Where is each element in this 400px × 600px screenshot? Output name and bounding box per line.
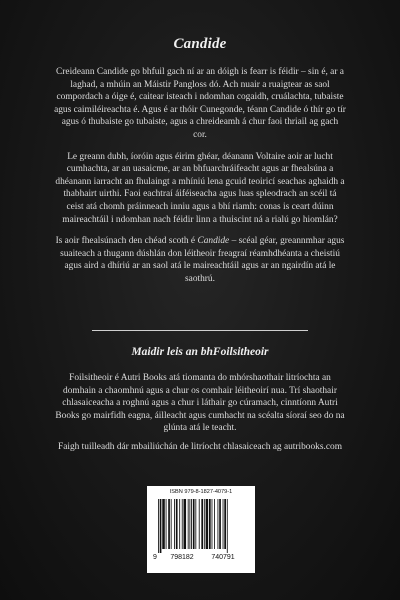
- publisher-heading: Maidir leis an bhFoilsitheoir: [131, 346, 269, 358]
- section-divider: [92, 330, 308, 331]
- barcode-bar: [209, 499, 211, 549]
- blurb-paragraph-3-end: – scéal géar, greannmhar agus suaiteach a thugann dúshlán don léitheoir freagraí réamhdhéanta a cheistiú agus aird a dhíriú ar an saol atá le maireachtáil agus ar an ngairdín atá le saothrú.: [60, 236, 345, 284]
- barcode-bar: [204, 499, 205, 549]
- barcode-bar: [188, 499, 189, 549]
- book-blurb: [54, 66, 346, 286]
- barcode-bar: [182, 499, 183, 549]
- barcode-digits-left: 798182: [170, 554, 194, 561]
- barcode-bar: [195, 499, 196, 549]
- barcode-bar: [174, 499, 175, 549]
- barcode-digits-right: 740791: [211, 554, 235, 561]
- blurb-paragraph-3-start: Is aoir fhealsúnach den chéad scoth é: [55, 236, 198, 247]
- barcode-bar: [171, 499, 172, 549]
- barcode-bar: [176, 499, 178, 549]
- barcode-bar: [218, 499, 219, 549]
- barcode-bar: [189, 499, 190, 549]
- barcode-bar: [193, 499, 195, 549]
- barcode-bar: [201, 499, 203, 549]
- barcode-bar: [166, 499, 167, 549]
- blurb-title-italic: Candide: [197, 236, 230, 247]
- isbn-barcode: [147, 486, 255, 573]
- publisher-paragraph-2: Faigh tuilleadh dár mbailiúchán de litríocht chlasaiceach ag autribooks.com: [57, 441, 343, 452]
- blurb-paragraph-3: [54, 235, 346, 285]
- barcode-bar: [184, 499, 187, 549]
- barcode-bars: [158, 499, 228, 553]
- barcode-bar: [158, 499, 159, 553]
- barcode-bar: [219, 499, 221, 549]
- barcode-bar: [212, 499, 213, 549]
- book-title: Candide: [173, 36, 227, 52]
- barcode-bar: [191, 499, 192, 549]
- barcode-bar: [160, 499, 162, 553]
- barcode-bar: [223, 499, 224, 549]
- barcode-digit-lead: 9: [153, 554, 157, 561]
- blurb-paragraph-2: Le greann dubh, íoróin agus éirim ghéar, déanann Voltaire aoir ar lucht cumhachta, ar an uasaicme, ar an bhfuarchráifeacht agus ar fhealsúna a dhéanann iarracht an fhulaingt a mhíniú lena gcuid teoiricí seachas aghaidh a thabhairt uirthi. Faoi eachtraí áiféiseacha agus luas spleodrach an scéil tá ceist atá chomh práinneach inniu agus a bhí riamh: conas is ceart dúinn maireachtáil i ndomhan nach féidir linn a thuiscint ná a rialú go hiomlán?: [55, 151, 345, 225]
- barcode-bar: [224, 499, 226, 549]
- barcode-graphic: [152, 497, 250, 561]
- barcode-bar: [162, 499, 165, 549]
- isbn-label: ISBN 979-8-1827-4079-1: [169, 489, 233, 495]
- barcode-bar: [168, 499, 170, 549]
- barcode-bar: [199, 499, 200, 549]
- barcode-bar: [179, 499, 180, 549]
- publisher-paragraph-1: Foilsitheoir é Autri Books atá tiomanta do mhórshaothair litríochta an domhain a chaomhnú agus a chur os comhair léitheoirí nua. Trí shaothair chlasaiceacha a roghnú agus a chur i láthair go cúramach, cinntíonn Autri Books go mairfidh eagna, áilleacht agus cumhacht na scéalta síoraí seo do na glúnta atá le teacht.: [55, 373, 345, 434]
- publisher-description: [54, 372, 346, 460]
- barcode-bar: [214, 499, 215, 549]
- blurb-paragraph-1: Creideann Candide go bhfuil gach ní ar an dóigh is fearr is féidir – sin é, ar a laghad, a mhúin an Máistir Pangloss dó. Ach nuair a ruaigtear as saol compordach a óige é, caitear isteach i ndomhan cogaidh, cruálachta, tubaiste agus caimiléireachta é. Agus é ar thóir Cunegonde, téann Candide ó thír go tír agus ó thubaiste go tubaiste, agus a chreideamh á chur faoi thriail ag gach cor.: [54, 67, 346, 140]
- barcode-bar: [227, 499, 228, 553]
- barcode-bar: [206, 499, 209, 549]
